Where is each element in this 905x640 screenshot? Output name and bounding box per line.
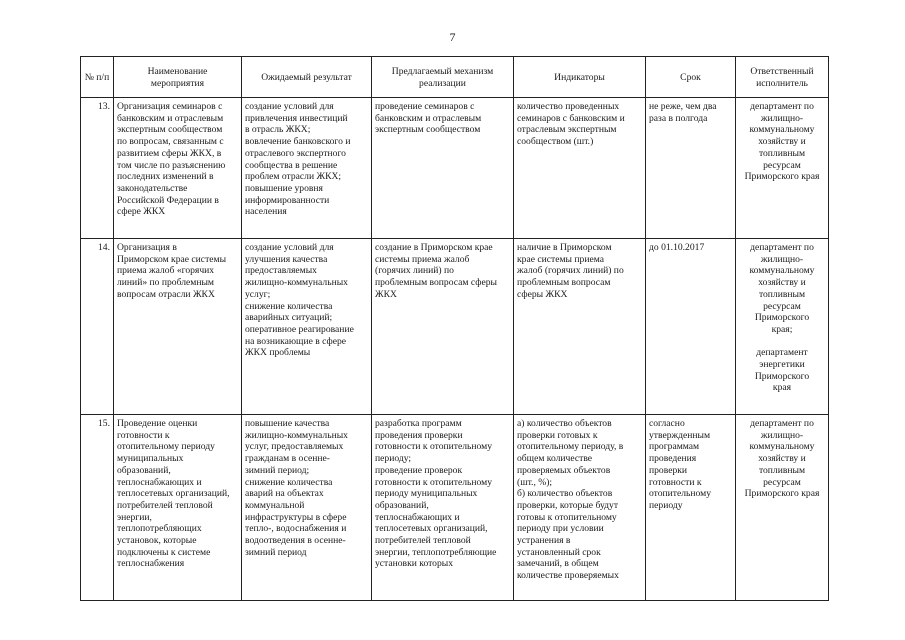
row-number: 15. [81,415,114,601]
row-term: не реже, чем два раза в полгода [646,98,736,239]
row-mechanism: создание в Приморском крае системы приема жалоб (горячих линий) по проблемным вопросам сферы ЖКХ [372,239,514,415]
row-number: 13. [81,98,114,239]
row-responsible: департамент по жилищно- коммунальному хозяйству и топливным ресурсам Приморского края [736,415,829,601]
page-number: 7 [449,30,456,44]
row-name: Организация в Приморском крае системы приема жалоб «горячих линий» по проблемным вопросам отрасли ЖКХ [114,239,242,415]
table-row [81,239,829,415]
row-result: создание условий для улучшения качества предоставляемых жилищно-коммунальных услуг; снижение количества аварийных ситуаций; оперативное реагирование на возникающие в сфере ЖКХ проблемы [242,239,372,415]
header-result: Ожидаемый результат [242,57,372,98]
row-term: согласно утвержденным программам проведения проверки готовности к отопительному периоду [646,415,736,601]
row-result: повышение качества жилищно-коммунальных услуг, предоставляемых гражданам в осенне- зимний период; снижение количества аварий на объектах коммунальной инфраструктуры в сфере тепло-, водоснабжения и водоотведения в осенне- зимний период [242,415,372,601]
header-name: Наименование мероприятия [114,57,242,98]
row-name: Проведение оценки готовности к отопительному периоду муниципальных образований, теплоснабжающих и теплосетевых организаций, потребителей тепловой энергии, теплопотребляющих установок, которые подключены к системе теплоснабжения [114,415,242,601]
table-row [81,415,829,601]
row-indicators: наличие в Приморском крае системы приема жалоб (горячих линий) по проблемным вопросам сферы ЖКХ [514,239,646,415]
header-indicators: Индикаторы [514,57,646,98]
measures-table [80,56,829,601]
row-number: 14. [81,239,114,415]
table-row [81,98,829,239]
row-mechanism: проведение семинаров с банковским и отраслевым экспертным сообществом [372,98,514,239]
header-responsible: Ответственный исполнитель [736,57,829,98]
table-header-row [81,57,829,98]
row-indicators: количество проведенных семинаров с банковским и отраслевым экспертным сообществом (шт.) [514,98,646,239]
row-indicators: а) количество объектов проверки готовых к отопительному периоду, в общем количестве проверяемых объектов (шт., %); б) количество объектов проверки, которые будут готовы к отопительному периоду при условии устранения в установленный срок замечаний, в общем количестве проверяемых [514,415,646,601]
row-name: Организация семинаров с банковским и отраслевым экспертным сообществом по вопросам, связанным с развитием сферы ЖКХ, в том числе по разъяснению последних изменений в законодательстве Российской Федерации в сфере ЖКХ [114,98,242,239]
header-term: Срок [646,57,736,98]
header-mechanism: Предлагаемый механизм реализации [372,57,514,98]
row-result: создание условий для привлечения инвестиций в отрасль ЖКХ; вовлечение банковского и отраслевого экспертного сообщества в решение проблем отрасли ЖКХ; повышение уровня информированности населения [242,98,372,239]
row-mechanism: разработка программ проведения проверки готовности к отопительному периоду; проведение проверок готовности к отопительному периоду муниципальных образований, теплоснабжающих и теплосетевых организаций, потребителей тепловой энергии, теплопотребляющие установки которых [372,415,514,601]
row-responsible: департамент по жилищно- коммунальному хозяйству и топливным ресурсам Приморского края [736,98,829,239]
row-responsible: департамент по жилищно- коммунальному хозяйству и топливным ресурсам Приморского края; департамент энергетики Приморского края [736,239,829,415]
row-term: до 01.10.2017 [646,239,736,415]
header-number: № п/п [81,57,114,98]
